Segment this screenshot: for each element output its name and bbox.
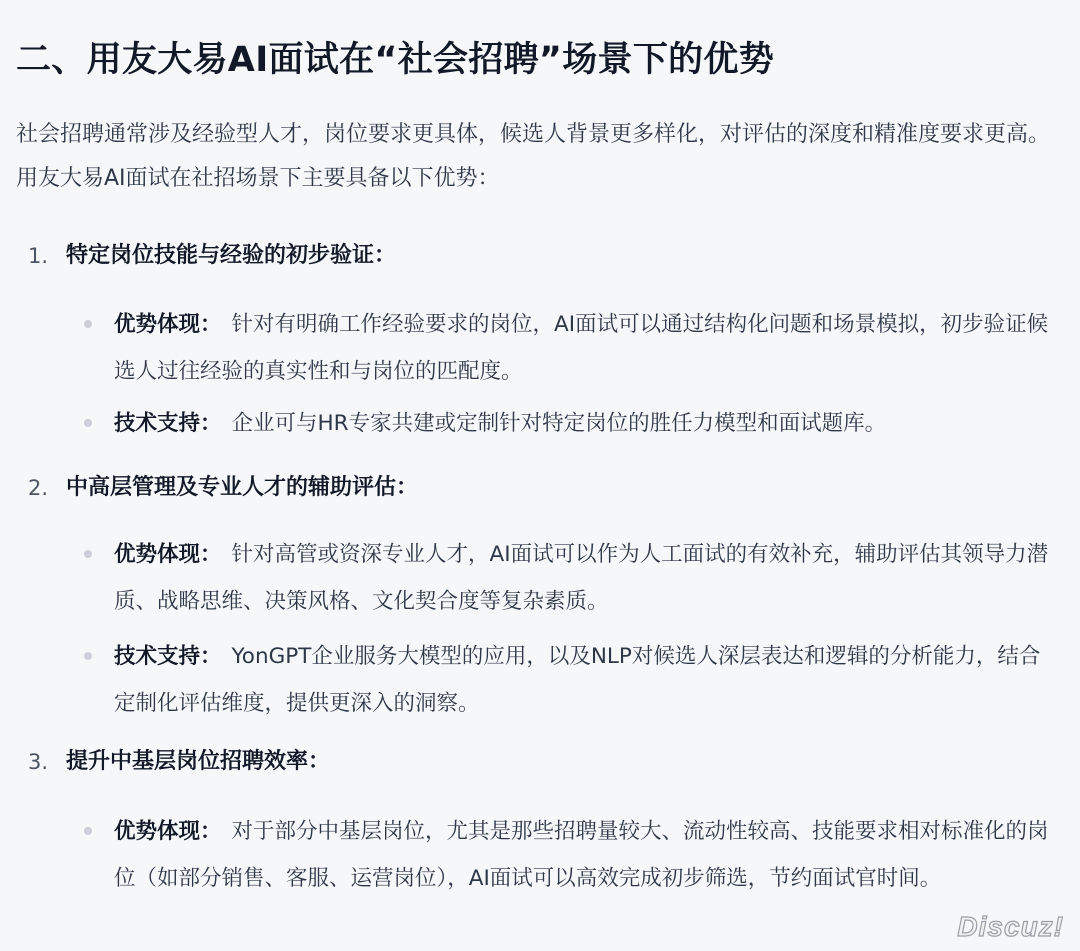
item-text: 对于部分中基层岗位，尤其是那些招聘量较大、流动性较高、技能要求相对标准化的岗位（如部分销售、客服、运营岗位），AI面试可以高效完成初步筛选，节约面试官时间。 xyxy=(114,819,1049,891)
bullet-icon xyxy=(84,827,92,835)
section-title: 二、用友大易AI面试在“社会招聘”场景下的优势 xyxy=(16,40,775,80)
item-text: YonGPT企业服务大模型的应用，以及NLP对候选人深层表达和逻辑的分析能力，结合定制化评估维度，提供更深入的洞察。 xyxy=(114,644,1041,716)
item-label: 技术支持： xyxy=(114,411,222,436)
item-label: 优势体现： xyxy=(114,542,222,567)
bullet-icon xyxy=(84,320,92,328)
bullet-icon xyxy=(84,550,92,558)
item-text: 针对高管或资深专业人才，AI面试可以作为人工面试的有效补充，辅助评估其领导力潜质、战略思维、决策风格、文化契合度等复杂素质。 xyxy=(114,542,1049,614)
list-item xyxy=(114,808,1059,902)
list-heading: 特定岗位技能与经验的初步验证： xyxy=(66,243,397,268)
list-number: 3. xyxy=(28,750,49,774)
item-label: 技术支持： xyxy=(114,644,222,669)
list-item xyxy=(114,531,1059,625)
list-item xyxy=(114,400,1059,447)
list-number: 2. xyxy=(28,476,49,500)
list-heading: 提升中基层岗位招聘效率： xyxy=(66,749,331,774)
intro-paragraph: 社会招聘通常涉及经验型人才，岗位要求更具体，候选人背景更多样化，对评估的深度和精准度要求更高。用友大易AI面试在社招场景下主要具备以下优势： xyxy=(16,122,1051,191)
item-label: 优势体现： xyxy=(114,819,222,844)
bullet-icon xyxy=(84,419,92,427)
item-label: 优势体现： xyxy=(114,312,222,337)
list-item xyxy=(114,633,1059,727)
list-item xyxy=(114,301,1059,395)
watermark-logo: Discuz! xyxy=(957,911,1064,942)
list-heading: 中高层管理及专业人才的辅助评估： xyxy=(66,475,419,500)
item-text: 针对有明确工作经验要求的岗位，AI面试可以通过结构化问题和场景模拟，初步验证候选人过往经验的真实性和与岗位的匹配度。 xyxy=(114,312,1049,384)
item-text: 企业可与HR专家共建或定制针对特定岗位的胜任力模型和面试题库。 xyxy=(231,411,887,436)
list-number: 1. xyxy=(28,244,49,268)
bullet-icon xyxy=(84,652,92,660)
